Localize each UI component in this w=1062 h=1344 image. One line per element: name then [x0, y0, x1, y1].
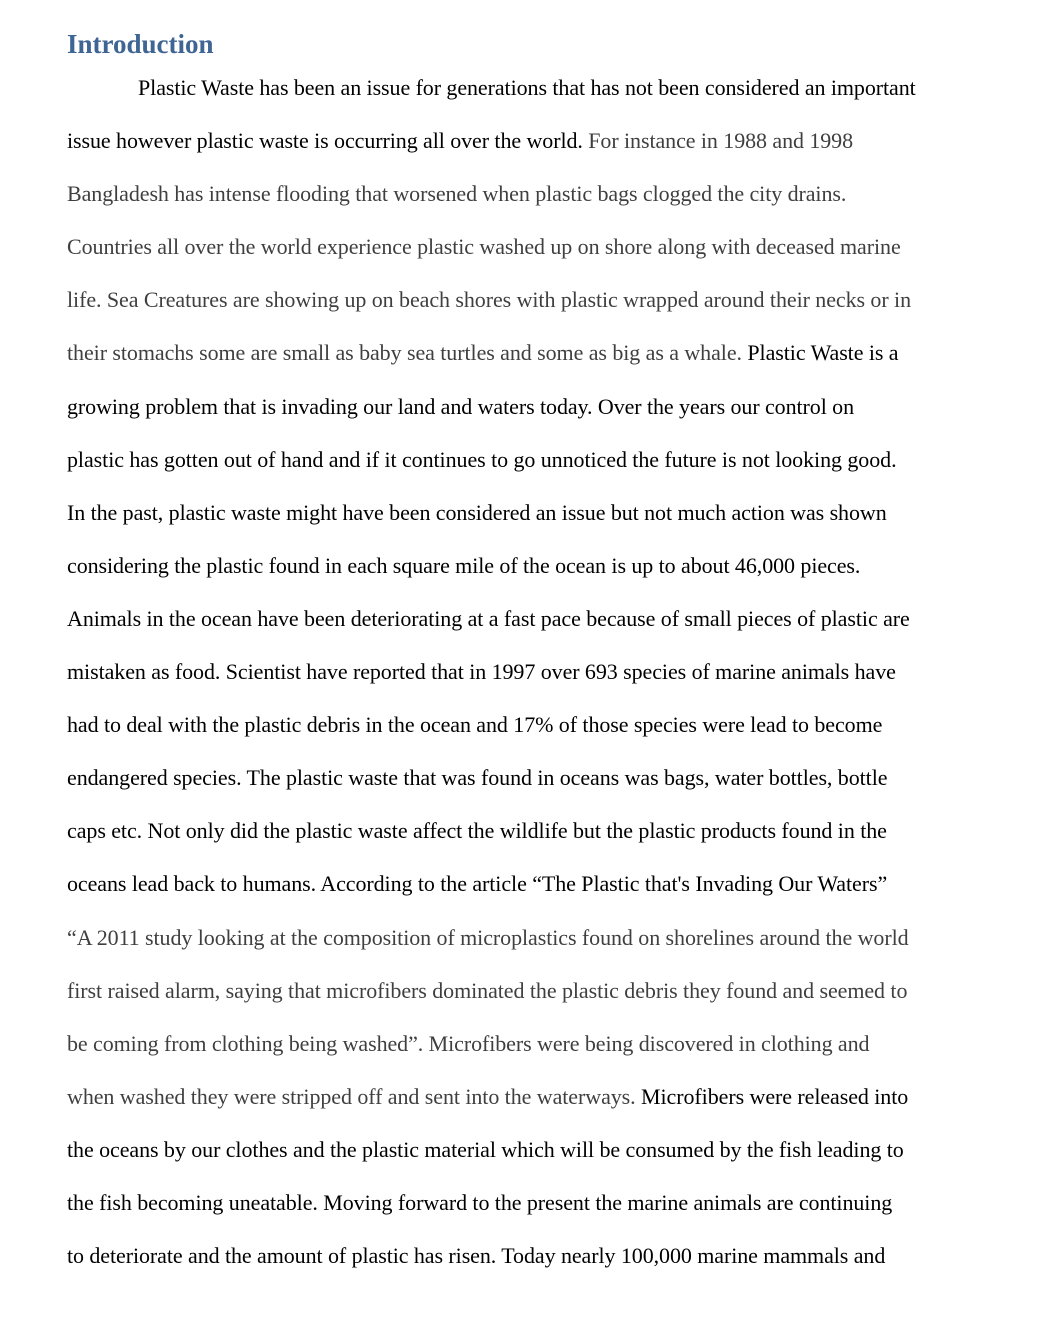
text-segment: issue however plastic waste is occurring all over the world. [67, 128, 589, 154]
text-line [67, 645, 1007, 698]
text-line [67, 1070, 1007, 1123]
text-line [67, 592, 1007, 645]
text-segment: For instance in 1988 and 1998 [588, 128, 854, 154]
text-line [67, 1123, 1007, 1176]
text-line [67, 433, 1007, 486]
text-segment: In the past, plastic waste might have been considered an issue but not much action was shown [67, 499, 887, 525]
text-segment: their stomachs some are small as baby sea turtles and some as big as a whale. [67, 340, 748, 366]
text-segment: Animals in the ocean have been deteriorating at a fast pace because of small pieces of plastic are [67, 605, 910, 631]
text-segment: oceans lead back to humans. According to the article “The Plastic that's Invading Our Waters” [67, 871, 888, 897]
text-line [67, 273, 1007, 326]
text-line [67, 751, 1007, 804]
text-line [67, 1176, 1007, 1229]
text-segment: Plastic Waste has been an issue for generations that has not been considered an important [138, 75, 916, 100]
text-segment: Countries all over the world experience plastic washed up on shore along with deceased marine [67, 234, 901, 260]
text-line [67, 804, 1007, 857]
text-segment: considering the plastic found in each square mile of the ocean is up to about 46,000 pieces. [67, 552, 861, 578]
text-line [67, 1017, 1007, 1070]
text-segment: mistaken as food. Scientist have reported that in 1997 over 693 species of marine animals have [67, 659, 896, 685]
text-segment: Plastic Waste is a [747, 340, 899, 366]
section-heading: Introduction [67, 29, 214, 59]
text-segment: to deteriorate and the amount of plastic has risen. Today nearly 100,000 marine mammals and [67, 1243, 886, 1269]
text-line [67, 220, 1007, 273]
text-line [67, 911, 1007, 964]
text-line [67, 380, 1007, 433]
text-segment: be coming from clothing being washed”. Microfibers were being discovered in clothing and [67, 1030, 870, 1056]
text-segment: had to deal with the plastic debris in the ocean and 17% of those species were lead to become [67, 712, 883, 738]
text-segment: when washed they were stripped off and sent into the waterways. [67, 1083, 642, 1109]
text-line [67, 61, 1007, 114]
text-segment: “A 2011 study looking at the composition of microplastics found on shorelines around the world [67, 924, 909, 950]
text-segment: first raised alarm, saying that microfibers dominated the plastic debris they found and seemed to [67, 977, 908, 1003]
text-segment: growing problem that is invading our land and waters today. Over the years our control on [67, 393, 855, 419]
text-line [67, 486, 1007, 539]
text-line [67, 539, 1007, 592]
text-line [67, 326, 1007, 379]
text-segment: plastic has gotten out of hand and if it continues to go unnoticed the future is not looking good. [67, 446, 897, 472]
text-segment: life. Sea Creatures are showing up on beach shores with plastic wrapped around their necks or in [67, 287, 912, 313]
text-line [67, 167, 1007, 220]
text-line [67, 857, 1007, 910]
text-segment: Microfibers were released into [641, 1083, 909, 1109]
body-paragraph [67, 61, 1007, 1282]
text-segment: Bangladesh has intense flooding that worsened when plastic bags clogged the city drains. [67, 181, 847, 207]
text-line [67, 1229, 1007, 1282]
text-line [67, 964, 1007, 1017]
text-segment: endangered species. The plastic waste that was found in oceans was bags, water bottles, bottle [67, 765, 888, 791]
text-line [67, 114, 1007, 167]
text-segment: the oceans by our clothes and the plastic material which will be consumed by the fish leading to [67, 1136, 904, 1162]
text-line [67, 698, 1007, 751]
text-segment: the fish becoming uneatable. Moving forward to the present the marine animals are continuing [67, 1189, 893, 1215]
text-segment: caps etc. Not only did the plastic waste affect the wildlife but the plastic products found in the [67, 818, 887, 844]
